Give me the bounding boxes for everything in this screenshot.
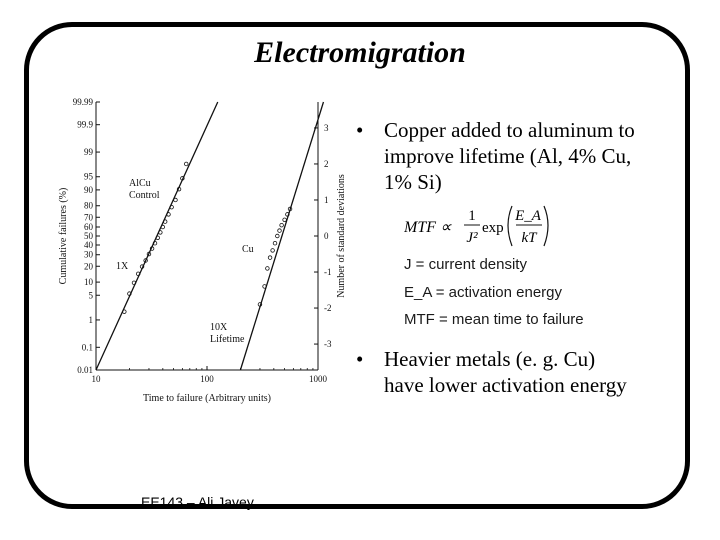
x-tick-label: 100 bbox=[200, 374, 214, 384]
y-axis-label: Cumulative failures (%) bbox=[58, 187, 69, 285]
y-tick-label-right: -2 bbox=[324, 303, 332, 314]
slide-title: Electromigration bbox=[254, 36, 466, 69]
exp-function: exp bbox=[482, 220, 504, 236]
bullet-marker: • bbox=[356, 347, 364, 371]
annotation-alcu-control: AlCu bbox=[129, 178, 151, 189]
data-point-series-1 bbox=[280, 223, 284, 227]
bullet-text: Copper added to aluminum to improve lifetime (Al, 4% Cu, 1% Si) bbox=[384, 118, 635, 194]
y-tick-label-left: 40 bbox=[84, 240, 93, 251]
y-tick-label-left: 90 bbox=[84, 184, 93, 195]
mtf-formula bbox=[404, 198, 604, 333]
data-point-series-1 bbox=[271, 249, 275, 253]
annotation-10x-lifetime: Lifetime bbox=[210, 334, 245, 345]
data-point-series-0 bbox=[174, 198, 178, 202]
y-tick-label-left: 1 bbox=[88, 314, 93, 325]
annotation-cu: Cu bbox=[242, 244, 254, 255]
y-tick-label-left: 10 bbox=[84, 277, 93, 288]
def-current-density: J = current density bbox=[404, 256, 527, 273]
bullet-heavier-metals bbox=[356, 346, 696, 402]
data-point-series-1 bbox=[268, 256, 272, 260]
y-tick-label-left: 5 bbox=[88, 290, 93, 301]
exp-denominator: kT bbox=[521, 230, 537, 246]
data-point-series-1 bbox=[278, 229, 282, 233]
data-point-series-1 bbox=[276, 234, 280, 238]
data-point-series-0 bbox=[184, 162, 188, 166]
footer-credit: EE143 – Ali Javey bbox=[141, 494, 254, 510]
y-tick-label-left: 80 bbox=[84, 200, 93, 211]
annotation-alcu-control: Control bbox=[129, 190, 160, 201]
fit-line-series-1 bbox=[240, 102, 323, 370]
mtf-equation bbox=[404, 198, 604, 250]
y-tick-label-left: 0.01 bbox=[77, 365, 93, 375]
y-tick-label-left: 50 bbox=[84, 231, 93, 241]
y-tick-label-left: 0.1 bbox=[81, 342, 93, 353]
y-axis-label-right: Number of standard deviations bbox=[336, 174, 347, 298]
y-tick-label-left: 99.99 bbox=[72, 97, 93, 107]
y-tick-label-right: 2 bbox=[324, 158, 329, 169]
right-paren bbox=[544, 206, 548, 246]
x-tick-label: 1000 bbox=[309, 374, 327, 384]
y-tick-label-right: 1 bbox=[324, 194, 329, 205]
x-axis-label: Time to failure (Arbitrary units) bbox=[143, 393, 271, 404]
annotation-10x-lifetime: 10X bbox=[210, 322, 228, 333]
def-mtf: MTF = mean time to failure bbox=[404, 311, 584, 328]
y-tick-label-left: 30 bbox=[84, 249, 93, 260]
y-tick-label-right: 3 bbox=[324, 122, 329, 133]
data-point-series-1 bbox=[266, 267, 270, 271]
bullet-copper bbox=[356, 117, 696, 197]
weibull-failure-chart bbox=[54, 94, 354, 414]
data-point-series-1 bbox=[273, 241, 277, 245]
y-tick-label-right: 0 bbox=[324, 231, 329, 241]
y-tick-label-left: 95 bbox=[84, 171, 93, 182]
fraction-denominator: J² bbox=[466, 230, 478, 246]
y-tick-label-right: -1 bbox=[324, 267, 332, 278]
bullet-marker: • bbox=[356, 118, 364, 142]
y-tick-label-left: 99.9 bbox=[77, 119, 93, 130]
annotation-1x: 1X bbox=[116, 261, 129, 272]
y-tick-label-right: -3 bbox=[324, 339, 332, 350]
data-point-series-1 bbox=[283, 218, 287, 222]
y-tick-label-left: 60 bbox=[84, 221, 93, 232]
fraction-numerator: 1 bbox=[468, 208, 476, 224]
y-tick-label-left: 70 bbox=[84, 212, 93, 223]
bullet-text: Heavier metals (e. g. Cu) have lower activation energy bbox=[384, 347, 627, 397]
x-tick-label: 10 bbox=[91, 374, 101, 384]
def-activation-energy: E_A = activation energy bbox=[404, 284, 563, 301]
exp-numerator: E_A bbox=[515, 208, 541, 224]
y-tick-label-left: 99 bbox=[84, 147, 93, 158]
mtf-symbol: MTF ∝ bbox=[404, 219, 452, 236]
y-tick-label-left: 20 bbox=[84, 261, 93, 272]
left-paren bbox=[508, 206, 512, 246]
